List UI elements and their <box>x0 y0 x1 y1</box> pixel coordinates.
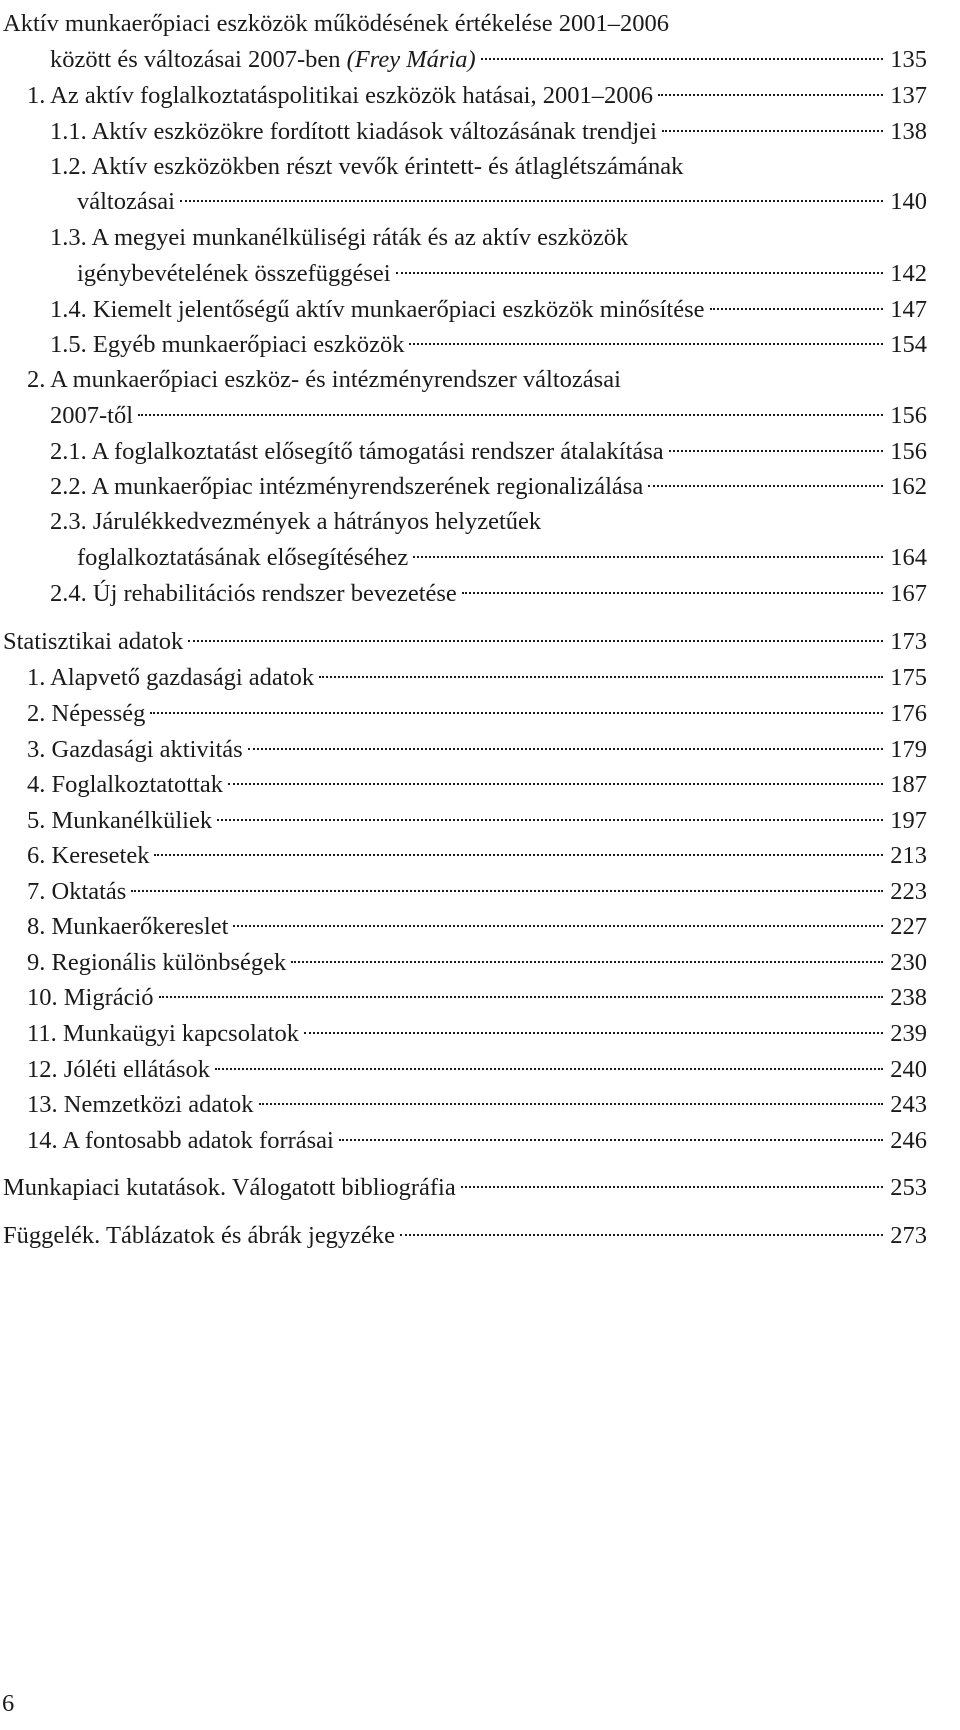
toc-page-number: 243 <box>890 1091 927 1118</box>
toc-entry-title <box>77 254 391 294</box>
dot-leader <box>131 890 883 892</box>
toc-entry-row <box>3 1168 927 1208</box>
toc-entry-text: 1. Alapvető gazdasági adatok <box>27 664 315 691</box>
toc-entry-row <box>27 872 927 912</box>
toc-entry-row <box>27 836 927 876</box>
toc-entry <box>0 467 960 507</box>
toc-entry-row <box>27 943 927 983</box>
toc-entry-text: 4. Foglalkoztatottak <box>27 771 223 798</box>
toc-entry <box>0 765 960 805</box>
toc-entry <box>0 943 960 983</box>
toc-entry-row <box>27 658 927 698</box>
toc-page-number: 213 <box>890 842 927 869</box>
dot-leader <box>154 854 883 856</box>
toc-entry-title: Aktív munkaerőpiaci eszközök működésének értékelése 2001–2006 <box>3 10 670 37</box>
toc-entry-row <box>27 1121 927 1161</box>
toc-entry-title <box>27 1050 210 1090</box>
dot-leader <box>413 556 883 558</box>
toc-entry-row <box>50 325 927 365</box>
toc-entry-text: 1.1. Aktív eszközökre fordított kiadások változásának trendjei <box>50 118 657 145</box>
toc-entry-text: változásai <box>77 188 175 215</box>
toc-page-number: 135 <box>890 46 927 73</box>
toc-entry <box>0 658 960 698</box>
toc-entry-text: 7. Oktatás <box>27 878 127 905</box>
toc-entry-text: Statisztikai adatok <box>3 628 184 655</box>
dot-leader <box>233 925 883 927</box>
toc-entry-row <box>77 182 927 222</box>
toc-entry-text: 1.5. Egyéb munkaerőpiaci eszközök <box>50 331 405 358</box>
toc-entry-row <box>77 254 927 294</box>
toc-entry-row <box>50 40 927 80</box>
toc-entry <box>0 254 960 294</box>
dot-leader <box>291 961 883 963</box>
toc-entry <box>0 694 960 734</box>
toc-entry <box>0 76 960 116</box>
toc-entry <box>0 801 960 841</box>
dot-leader <box>304 1032 883 1034</box>
dot-leader <box>481 58 883 60</box>
toc-entry-title <box>27 801 212 841</box>
dot-leader <box>461 1186 883 1188</box>
toc-entry <box>0 4 960 44</box>
dot-leader <box>669 450 883 452</box>
toc-page-number: 230 <box>890 949 927 976</box>
toc-entry-row <box>50 432 927 472</box>
toc-entry-row <box>27 801 927 841</box>
toc-entry-row <box>27 1050 927 1090</box>
toc-entry-title <box>27 943 286 983</box>
dot-leader <box>662 130 883 132</box>
toc-entry-row <box>50 112 927 152</box>
dot-leader <box>710 308 883 310</box>
toc-entry-title <box>50 467 643 507</box>
toc-entry <box>0 730 960 770</box>
toc-entry-row <box>27 76 927 116</box>
toc-entry-text: 11. Munkaügyi kapcsolatok <box>27 1020 299 1047</box>
toc-entry <box>0 1050 960 1090</box>
toc-page-number: 137 <box>890 82 927 109</box>
toc-page-number: 223 <box>890 878 927 905</box>
toc-entry-title: 1.2. Aktív eszközökben részt vevők érintett- és átlaglétszámának <box>50 153 684 180</box>
toc-entry-text: 5. Munkanélküliek <box>27 807 213 834</box>
toc-page-number: 240 <box>890 1056 927 1083</box>
toc-entry-text: 3. Gazdasági aktivitás <box>27 736 243 763</box>
dot-leader <box>396 272 883 274</box>
toc-entry-title: 1.3. A megyei munkanélküliségi ráták és az aktív eszközök <box>50 224 629 251</box>
toc-entry <box>0 1168 960 1208</box>
toc-entry-text: 2007-től <box>50 402 134 429</box>
toc-page-number: 239 <box>890 1020 927 1047</box>
toc-entry <box>0 360 960 400</box>
toc-entry <box>0 907 960 947</box>
toc-page-number: 140 <box>890 188 927 215</box>
dot-leader <box>462 592 883 594</box>
dot-leader <box>339 1139 883 1141</box>
toc-entry-text: 2. Népesség <box>27 700 146 727</box>
dot-leader <box>159 996 883 998</box>
toc-entry <box>0 112 960 152</box>
toc-entry-text: között és változásai 2007-ben <box>50 46 347 73</box>
dot-leader <box>228 783 883 785</box>
toc-entry-text: igénybevételének összefüggései <box>77 260 391 287</box>
toc-entry-title <box>77 538 408 578</box>
toc-entry-row <box>3 622 927 662</box>
toc-page-number: 179 <box>890 736 927 763</box>
toc-entry <box>0 432 960 472</box>
toc-entry-text: Függelék. Táblázatok és ábrák jegyzéke <box>3 1222 396 1249</box>
dot-leader <box>215 1068 883 1070</box>
toc-entry-title <box>77 182 175 222</box>
toc-entry-text: 14. A fontosabb adatok forrásai <box>27 1127 334 1154</box>
toc-entry-text: Munkapiaci kutatások. Válogatott bibliográfia <box>3 1174 456 1201</box>
dot-leader <box>217 819 883 821</box>
dot-leader <box>648 485 883 487</box>
toc-entry <box>0 574 960 614</box>
toc-page-number: 147 <box>890 296 927 323</box>
dot-leader <box>259 1103 883 1105</box>
toc-entry-row <box>27 694 927 734</box>
toc-entry-title <box>27 907 228 947</box>
toc-entry <box>0 1216 960 1256</box>
toc-page-number: 187 <box>890 771 927 798</box>
toc-page-number: 156 <box>890 438 927 465</box>
toc-page-number: 167 <box>890 580 927 607</box>
toc-entry <box>0 325 960 365</box>
toc-page-number: 142 <box>890 260 927 287</box>
toc-entry-row <box>27 1014 927 1054</box>
toc-page-number: 246 <box>890 1127 927 1154</box>
toc-page-number: 156 <box>890 402 927 429</box>
toc-entry <box>0 502 960 542</box>
toc-entry-text: 8. Munkaerőkereslet <box>27 913 229 940</box>
toc-page-number: 273 <box>890 1222 927 1249</box>
toc-entry-row <box>27 765 927 805</box>
toc-entry-title: 2.3. Járulékkedvezmények a hátrányos helyzetűek <box>50 508 542 535</box>
toc-entry <box>0 872 960 912</box>
toc-entry-title <box>50 325 404 365</box>
toc-entry <box>0 147 960 187</box>
toc-entry-row <box>27 730 927 770</box>
toc-entry-title <box>50 112 657 152</box>
toc-entry <box>0 218 960 258</box>
toc-entry-title <box>50 40 476 80</box>
toc-entry <box>0 622 960 662</box>
toc-entry <box>0 836 960 876</box>
toc-entry-title <box>27 978 154 1018</box>
toc-entry-text: 6. Keresetek <box>27 842 150 869</box>
dot-leader <box>409 343 883 345</box>
toc-entry-title <box>27 694 145 734</box>
toc-entry <box>0 396 960 436</box>
toc-entry-row <box>3 1216 927 1256</box>
toc-page-number: 197 <box>890 807 927 834</box>
toc-entry-text: 12. Jóléti ellátások <box>27 1056 211 1083</box>
dot-leader <box>248 748 883 750</box>
toc-entry-title <box>27 836 149 876</box>
toc-entry-title <box>3 1168 456 1208</box>
toc-page-number: 175 <box>890 664 927 691</box>
toc-entry-row <box>77 538 927 578</box>
toc-entry <box>0 290 960 330</box>
toc-entry-title <box>3 1216 395 1256</box>
toc-page-number: 162 <box>890 473 927 500</box>
toc-entry-row <box>50 396 927 436</box>
toc-page-number: 253 <box>890 1174 927 1201</box>
toc-entry-title <box>3 622 183 662</box>
toc-entry <box>0 1085 960 1125</box>
toc-entry-text: 2.2. A munkaerőpiac intézményrendszerének regionalizálása <box>50 473 644 500</box>
toc-page-number: 138 <box>890 118 927 145</box>
toc-entry-title <box>27 658 314 698</box>
dot-leader <box>400 1234 883 1236</box>
toc-entry <box>0 978 960 1018</box>
toc-entry <box>0 1121 960 1161</box>
toc-entry-row <box>27 907 927 947</box>
toc-entry-text: 2.1. A foglalkoztatást elősegítő támogatási rendszer átalakítása <box>50 438 664 465</box>
page-number: 6 <box>2 1690 15 1717</box>
toc-entry-author: (Frey Mária) <box>346 46 476 73</box>
toc-entry-row <box>50 290 927 330</box>
dot-leader <box>180 200 883 202</box>
dot-leader <box>138 414 883 416</box>
toc-entry-text: 1.4. Kiemelt jelentőségű aktív munkaerőpiaci eszközök minősítése <box>50 296 705 323</box>
toc-entry-title <box>27 872 126 912</box>
toc-entry-title <box>27 76 653 116</box>
toc-entry-row <box>50 467 927 507</box>
toc-page-number: 227 <box>890 913 927 940</box>
toc-entry <box>0 1014 960 1054</box>
toc-entry-row <box>50 574 927 614</box>
toc-entry-text: 1. Az aktív foglalkoztatáspolitikai eszközök hatásai, 2001–2006 <box>27 82 653 109</box>
toc-entry-text: foglalkoztatásának elősegítéséhez <box>77 544 409 571</box>
dot-leader <box>188 640 883 642</box>
dot-leader <box>319 676 883 678</box>
toc-entry-title <box>27 1014 299 1054</box>
toc-entry-row <box>27 978 927 1018</box>
toc-entry <box>0 182 960 222</box>
toc-entry-text: 13. Nemzetközi adatok <box>27 1091 254 1118</box>
toc-entry <box>0 538 960 578</box>
toc-entry-row <box>27 1085 927 1125</box>
toc-entry-title: 2. A munkaerőpiaci eszköz- és intézményrendszer változásai <box>27 366 621 393</box>
dot-leader <box>150 712 883 714</box>
toc-entry-title <box>50 574 457 614</box>
toc-page-number: 173 <box>890 628 927 655</box>
toc-entry-text: 10. Migráció <box>27 984 154 1011</box>
toc-entry-title <box>50 396 133 436</box>
toc-entry-title <box>50 432 664 472</box>
toc-entry-title <box>27 1121 334 1161</box>
toc-page-number: 164 <box>890 544 927 571</box>
dot-leader <box>658 94 883 96</box>
toc-entry <box>0 40 960 80</box>
toc-page-number: 154 <box>890 331 927 358</box>
toc-page-number: 238 <box>890 984 927 1011</box>
toc-page-number: 176 <box>890 700 927 727</box>
toc-entry-text: 2.4. Új rehabilitációs rendszer bevezetése <box>50 580 457 607</box>
toc-entry-title <box>27 765 223 805</box>
toc-entry-text: 9. Regionális különbségek <box>27 949 287 976</box>
toc-entry-title <box>27 730 243 770</box>
toc-entry-title <box>50 290 705 330</box>
toc-entry-title <box>27 1085 254 1125</box>
